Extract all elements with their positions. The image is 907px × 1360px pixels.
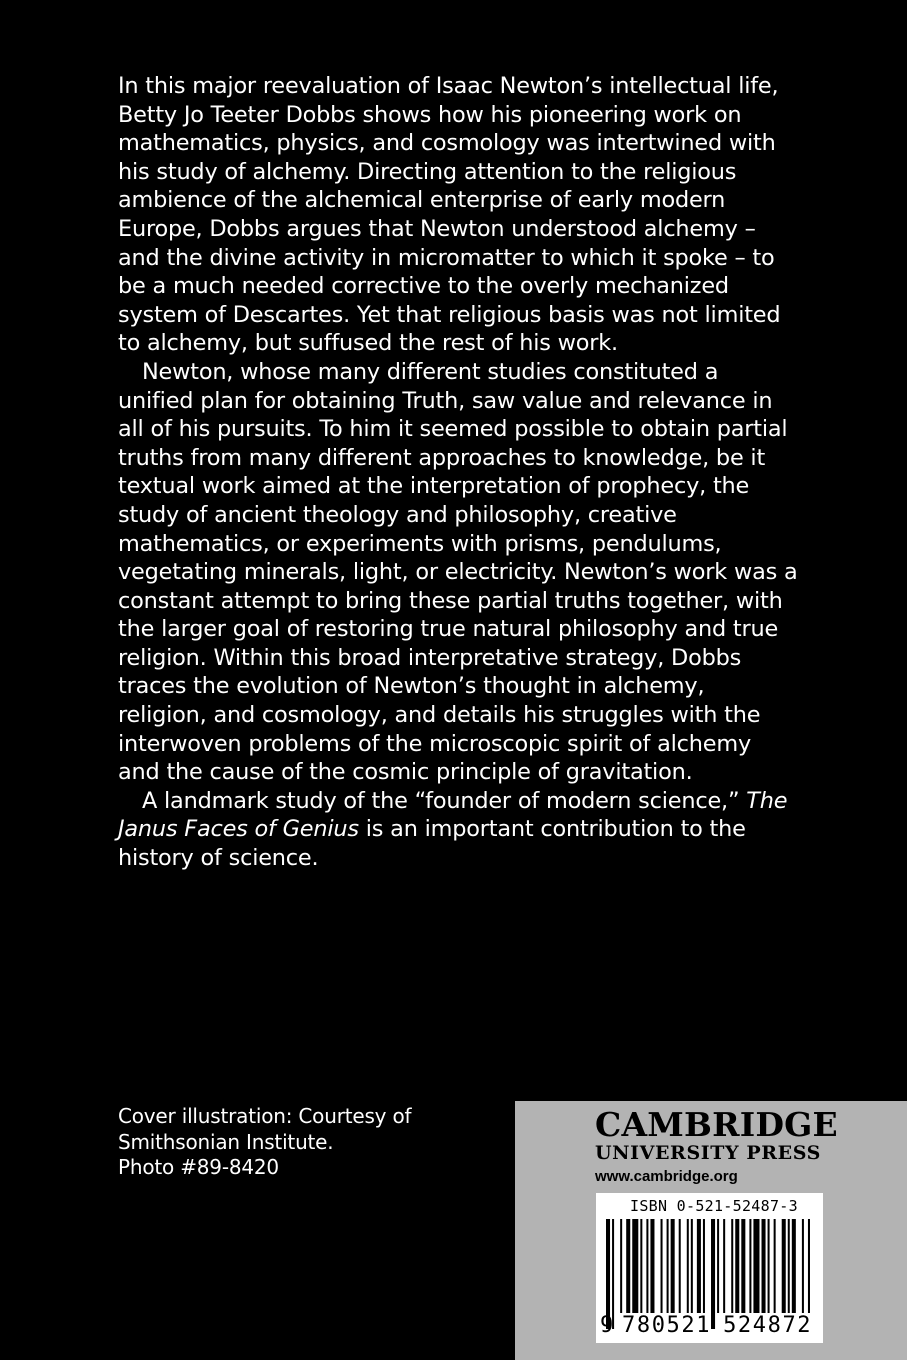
blurb-paragraph-1: In this major reevaluation of Isaac Newton’s intellectual life, Betty Jo Teeter Dobbs shows how his pioneering work on mathematics, physics, and cosmology was intertwined with his study of alchemy. Directing attention to the religious ambience of the alchemical enterprise of early modern Europe, Dobbs argues that Newton understood alchemy – and the divine activity in micromatter to which it spoke – to be a much needed corrective to the overly mechanized system of Descartes. Yet that religious basis was not limited to alchemy, but suffused the rest of his work. <box>118 73 781 357</box>
blurb-paragraph-2: Newton, whose many different studies constituted a unified plan for obtaining Truth, saw value and relevance in all of his pursuits. To him it seemed possible to obtain partial truths from many different approaches to knowledge, be it textual work aimed at the interpretation of prophecy, the study of ancient theology and philosophy, creative mathematics, or experiments with prisms, pendulums, vegetating minerals, light, or electricity. Newton’s work was a constant attempt to bring these partial truths together, with the larger goal of restoring true natural philosophy and true religion. Within this broad interpretative strategy, Dobbs traces the evolution of Newton’s thought in alchemy, religion, and cosmology, and details his struggles with the interwoven problems of the microscopic spirit of alchemy and the cause of the cosmic principle of gravitation. <box>118 358 798 786</box>
back-cover-blurb <box>118 72 798 873</box>
barcode-bar <box>640 1219 642 1313</box>
barcode-bar <box>646 1219 648 1313</box>
barcode-bar <box>774 1219 776 1313</box>
barcode-bar <box>626 1219 630 1313</box>
publisher-subtitle: UNIVERSITY PRESS <box>595 1142 821 1164</box>
credit-line-3: Photo #89-8420 <box>118 1155 279 1179</box>
barcode-bar <box>620 1219 622 1313</box>
barcode-bar <box>753 1219 759 1313</box>
barcode-bar <box>788 1219 790 1313</box>
publisher-name: CAMBRIDGE <box>595 1105 838 1144</box>
book-title: The Janus Faces of Genius <box>118 787 788 843</box>
blurb-paragraph-3 <box>118 787 798 873</box>
barcode-bar <box>671 1219 675 1313</box>
barcode-bar <box>687 1219 689 1313</box>
blurb-paragraph-3-start: A landmark study of the “founder of modern science,” <box>142 787 747 814</box>
cover-illustration-credit <box>118 1104 478 1181</box>
barcode-lead-digit: 9 <box>600 1313 615 1338</box>
barcode-bar <box>667 1219 669 1313</box>
isbn-text: ISBN 0-521-52487-3 <box>630 1197 798 1215</box>
barcode-bar <box>717 1219 719 1313</box>
barcode-bar <box>632 1219 638 1313</box>
barcode-bar <box>650 1219 654 1313</box>
barcode-bar <box>679 1219 681 1313</box>
barcode-label <box>596 1193 823 1343</box>
barcode-number <box>600 1313 819 1339</box>
barcode-bar <box>697 1219 701 1313</box>
publisher-panel <box>515 1101 907 1360</box>
barcode-group-2: 524872 <box>723 1313 813 1338</box>
barcode-bar <box>792 1219 796 1313</box>
barcode-bar <box>749 1219 751 1313</box>
barcode-bar <box>782 1219 786 1313</box>
credit-line-2: Smithsonian Institute. <box>118 1129 334 1154</box>
barcode-bar <box>735 1219 739 1313</box>
barcode-group-1: 780521 <box>622 1313 712 1338</box>
barcode-bar <box>731 1219 733 1313</box>
barcode-bar <box>768 1219 770 1313</box>
publisher-url: www.cambridge.org <box>595 1168 738 1185</box>
blurb-paragraph-3-end: is an important contribution to the history of science. <box>118 816 746 872</box>
credit-line-1: Cover illustration: Courtesy of <box>118 1104 412 1128</box>
barcode-bar <box>661 1219 663 1313</box>
barcode-bar <box>762 1219 766 1313</box>
barcode-bar <box>723 1219 725 1313</box>
barcode-bar <box>691 1219 693 1313</box>
barcode-bar <box>741 1219 745 1313</box>
